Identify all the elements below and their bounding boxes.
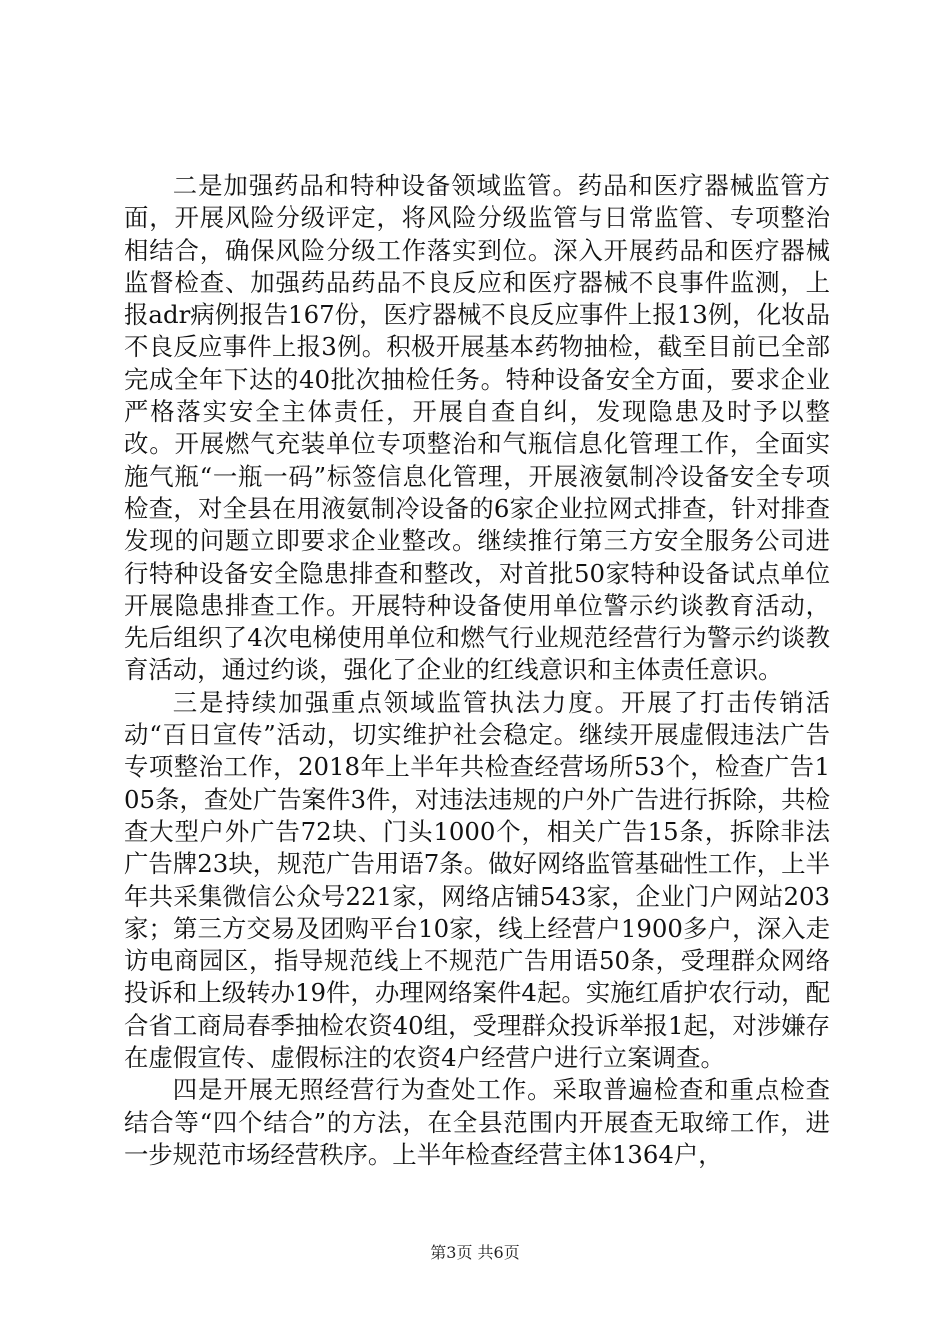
paragraph-enforcement: 三是持续加强重点领域监管执法力度。开展了打击传销活动“百日宣传”活动，切实维护社会稳定。继续开展虚假违法广告专项整治工作，2018年上半年共检查经营场所53个，检查广告105条，查处广告案件3件，对违法违规的户外广告进行拆除，共检查大型户外广告72块、门头1000个，相关广告15条，拆除非法广告牌23块，规范广告用语7条。做好网络监管基础性工作，上半年共采集微信公众号221家，网络店铺543家，企业门户网站203家；第三方交易及团购平台10家，线上经营户1900多户，深入走访电商园区，指导规范线上不规范广告用语50条，受理群众网络投诉和上级转办19件，办理网络案件4起。实施红盾护农行动，配合省工商局春季抽检农资40组，受理群众投诉举报1起，对涉嫌存在虚假宣传、虚假标注的农资4户经营户进行立案调查。 <box>124 687 830 1073</box>
paragraph-unlicensed-business: 四是开展无照经营行为查处工作。采取普遍检查和重点检查结合等“四个结合”的方法，在全县范围内开展查无取缔工作，进一步规范市场经营秩序。上半年检查经营主体1364户， <box>124 1075 830 1169</box>
page-number-footer: 第3页 共6页 <box>430 1243 520 1262</box>
document-body <box>124 170 830 1171</box>
paragraph-special-equipment: 二是加强药品和特种设备领域监管。药品和医疗器械监管方面，开展风险分级评定，将风险分级监管与日常监管、专项整治相结合，确保风险分级工作落实到位。深入开展药品和医疗器械监督检查、加强药品药品不良反应和医疗器械不良事件监测，上报adr病例报告167份，医疗器械不良反应事件上报13例，化妆品不良反应事件上报3例。积极开展基本药物抽检，截至目前已全部完成全年下达的40批次抽检任务。特种设备安全方面，要求企业严格落实安全主体责任，开展自查自纠，发现隐患及时予以整改。开展燃气充装单位专项整治和气瓶信息化管理工作，全面实施气瓶“一瓶一码”标签信息化管理，开展液氨制冷设备安全专项检查，对全县在用液氨制冷设备的6家企业拉网式排查，针对排查发现的问题立即要求企业整改。继续推行第三方安全服务公司进行特种设备安全隐患排查和整改，对首批50家特种设备试点单位开展隐患排查工作。开展特种设备使用单位警示约谈教育活动，先后组织了4次电梯使用单位和燃气行业规范经营行为警示约谈教育活动，通过约谈，强化了企业的红线意识和主体责任意识。 <box>124 171 830 685</box>
